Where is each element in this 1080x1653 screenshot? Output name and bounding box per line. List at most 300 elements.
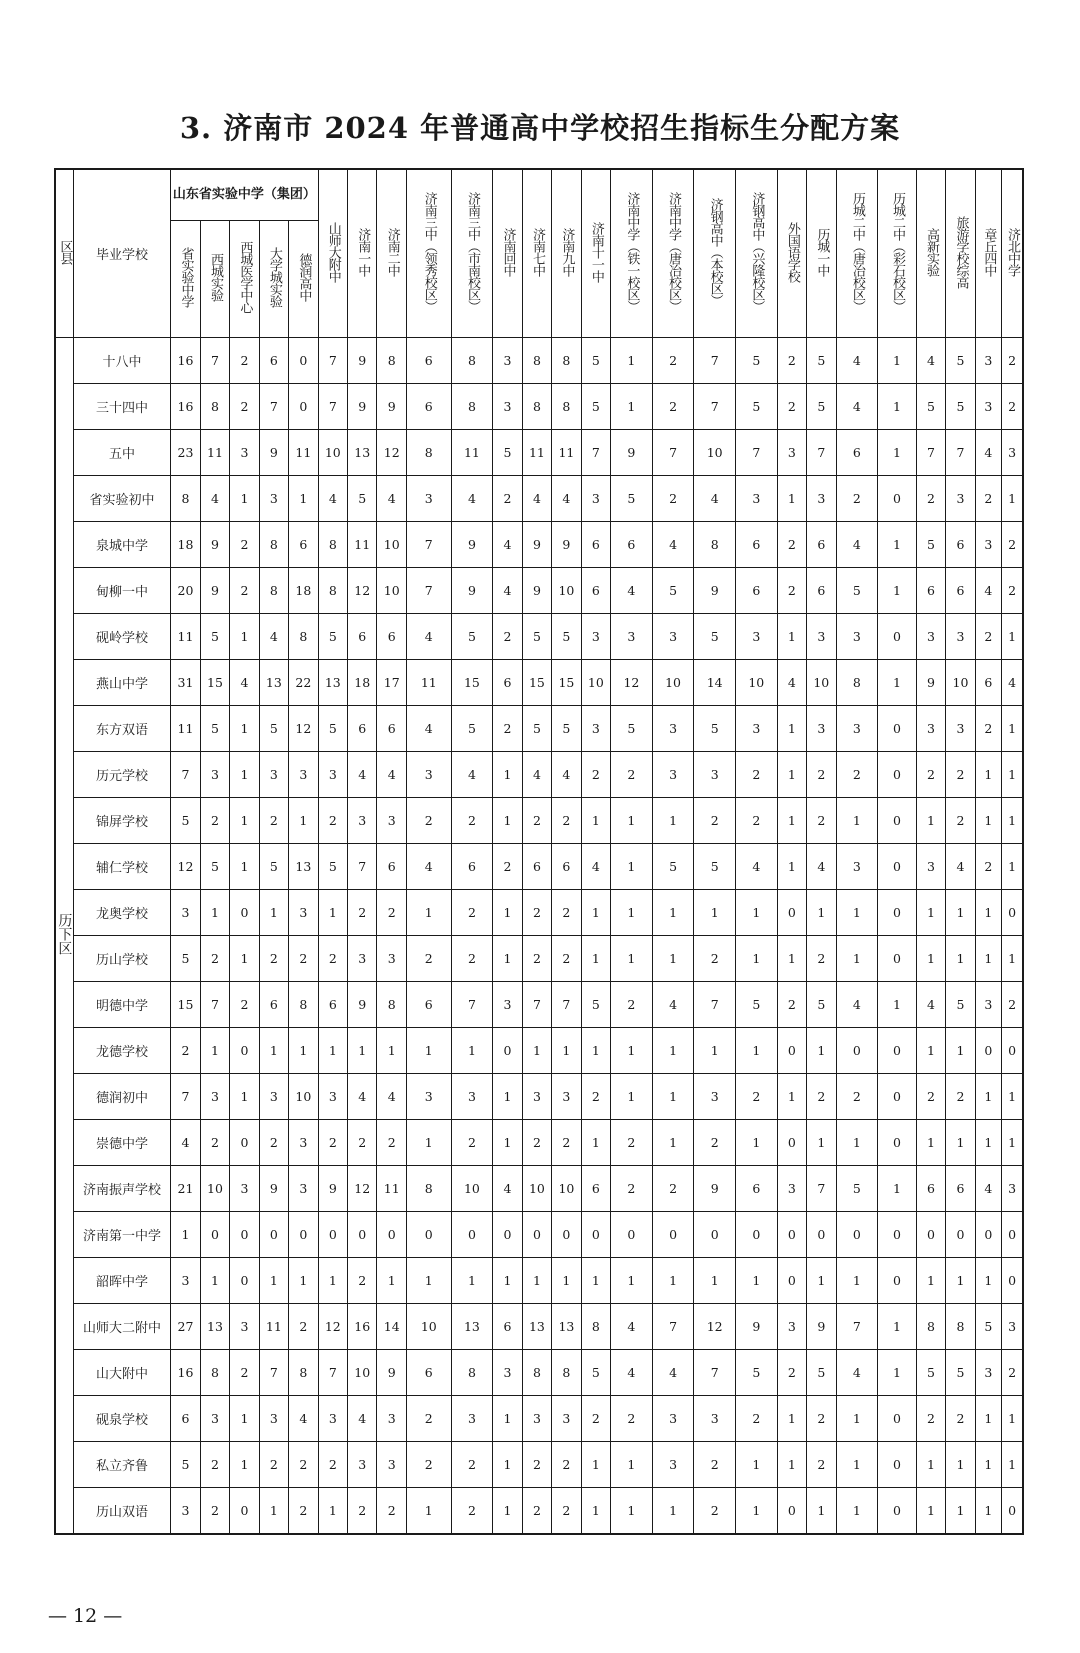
quota-cell: 0 (552, 1212, 581, 1258)
quota-cell: 1 (318, 1488, 347, 1535)
quota-cell: 3 (694, 1396, 736, 1442)
quota-cell: 4 (451, 752, 493, 798)
quota-cell: 3 (259, 1396, 288, 1442)
quota-cell: 1 (611, 384, 653, 430)
quota-cell: 14 (694, 660, 736, 706)
quota-cell: 2 (259, 1442, 288, 1488)
quota-cell: 9 (736, 1304, 778, 1350)
quota-cell: 12 (377, 430, 406, 476)
quota-cell: 1 (451, 1258, 493, 1304)
quota-cell: 4 (836, 1350, 878, 1396)
quota-cell: 2 (581, 752, 610, 798)
quota-cell: 22 (289, 660, 318, 706)
quota-cell: 0 (975, 1212, 1001, 1258)
quota-cell: 8 (836, 660, 878, 706)
quota-cell: 10 (552, 568, 581, 614)
quota-cell: 10 (406, 1304, 451, 1350)
quota-cell: 3 (493, 384, 522, 430)
quota-cell: 2 (522, 1120, 551, 1166)
quota-cell: 3 (200, 1396, 229, 1442)
quota-cell: 3 (946, 706, 975, 752)
quota-cell: 1 (1002, 1120, 1023, 1166)
quota-cell: 5 (200, 706, 229, 752)
col-header: 济南回中 (493, 169, 522, 338)
quota-cell: 2 (318, 798, 347, 844)
quota-cell: 4 (451, 476, 493, 522)
quota-cell: 4 (377, 1074, 406, 1120)
quota-cell: 1 (694, 1258, 736, 1304)
quota-cell: 5 (736, 384, 778, 430)
col-header: 济南二中 (377, 169, 406, 338)
quota-cell: 10 (451, 1166, 493, 1212)
quota-cell: 8 (946, 1304, 975, 1350)
quota-cell: 1 (736, 1120, 778, 1166)
quota-cell: 4 (916, 982, 945, 1028)
quota-cell: 2 (611, 982, 653, 1028)
quota-cell: 8 (289, 614, 318, 660)
quota-cell: 1 (652, 1488, 694, 1535)
quota-cell: 0 (777, 890, 806, 936)
quota-cell: 4 (377, 476, 406, 522)
quota-cell: 4 (611, 568, 653, 614)
quota-cell: 7 (652, 430, 694, 476)
quota-cell: 2 (652, 1166, 694, 1212)
quota-cell: 4 (406, 614, 451, 660)
quota-cell: 4 (975, 568, 1001, 614)
quota-cell: 4 (611, 1350, 653, 1396)
quota-cell: 3 (652, 614, 694, 660)
quota-cell: 7 (200, 982, 229, 1028)
quota-cell: 2 (318, 936, 347, 982)
quota-cell: 7 (581, 430, 610, 476)
quota-cell: 8 (451, 384, 493, 430)
quota-cell: 7 (318, 384, 347, 430)
quota-cell: 5 (581, 982, 610, 1028)
table-row (55, 1396, 1023, 1442)
quota-cell: 5 (552, 706, 581, 752)
quota-cell: 2 (230, 338, 259, 384)
quota-cell: 18 (289, 568, 318, 614)
quota-cell: 4 (1002, 660, 1023, 706)
quota-cell: 10 (522, 1166, 551, 1212)
quota-cell: 5 (259, 706, 288, 752)
quota-cell: 3 (946, 614, 975, 660)
quota-cell: 3 (836, 706, 878, 752)
quota-cell: 1 (581, 936, 610, 982)
quota-cell: 3 (171, 1258, 200, 1304)
quota-cell: 6 (946, 1166, 975, 1212)
school-name-cell: 十八中 (73, 338, 171, 384)
quota-cell: 8 (552, 338, 581, 384)
quota-cell: 1 (916, 890, 945, 936)
quota-cell: 1 (777, 752, 806, 798)
quota-cell: 2 (694, 1488, 736, 1535)
quota-cell: 2 (171, 1028, 200, 1074)
school-name-cell: 龙奥学校 (73, 890, 171, 936)
col-header: 济南三中（市南校区） (451, 169, 493, 338)
quota-cell: 5 (975, 1304, 1001, 1350)
school-name-cell: 辅仁学校 (73, 844, 171, 890)
quota-cell: 10 (807, 660, 836, 706)
quota-cell: 11 (377, 1166, 406, 1212)
quota-cell: 3 (975, 1350, 1001, 1396)
quota-cell: 4 (493, 568, 522, 614)
quota-cell: 0 (289, 384, 318, 430)
quota-cell: 5 (522, 706, 551, 752)
quota-cell: 13 (451, 1304, 493, 1350)
quota-cell: 7 (916, 430, 945, 476)
quota-cell: 1 (1002, 1396, 1023, 1442)
quota-cell: 1 (522, 1028, 551, 1074)
quota-cell: 3 (807, 614, 836, 660)
quota-cell: 1 (493, 1488, 522, 1535)
school-name-cell: 历山学校 (73, 936, 171, 982)
quota-cell: 1 (975, 1442, 1001, 1488)
quota-cell: 15 (522, 660, 551, 706)
quota-cell: 3 (652, 1396, 694, 1442)
quota-cell: 2 (946, 798, 975, 844)
quota-cell: 1 (777, 936, 806, 982)
quota-cell: 6 (259, 982, 288, 1028)
quota-cell: 1 (652, 1028, 694, 1074)
quota-cell: 3 (318, 1074, 347, 1120)
quota-cell: 1 (289, 798, 318, 844)
quota-cell: 3 (289, 752, 318, 798)
quota-cell: 2 (289, 1488, 318, 1535)
quota-cell: 6 (736, 522, 778, 568)
quota-cell: 6 (377, 844, 406, 890)
quota-cell: 0 (259, 1212, 288, 1258)
quota-cell: 0 (878, 1488, 917, 1535)
quota-cell: 13 (259, 660, 288, 706)
quota-cell: 8 (200, 1350, 229, 1396)
quota-cell: 3 (807, 476, 836, 522)
quota-cell: 5 (736, 1350, 778, 1396)
table-row (55, 1258, 1023, 1304)
quota-cell: 1 (493, 890, 522, 936)
quota-cell: 2 (777, 384, 806, 430)
quota-cell: 7 (200, 338, 229, 384)
table-row (55, 844, 1023, 890)
quota-cell: 1 (581, 798, 610, 844)
quota-cell: 9 (451, 522, 493, 568)
quota-cell: 7 (652, 1304, 694, 1350)
quota-cell: 2 (652, 476, 694, 522)
quota-cell: 2 (377, 890, 406, 936)
quota-cell: 3 (230, 1304, 259, 1350)
quota-cell: 1 (581, 1120, 610, 1166)
quota-cell: 2 (451, 1488, 493, 1535)
quota-cell: 10 (200, 1166, 229, 1212)
quota-cell: 4 (522, 752, 551, 798)
quota-cell: 1 (493, 798, 522, 844)
quota-cell: 3 (552, 1396, 581, 1442)
quota-cell: 2 (451, 1442, 493, 1488)
quota-cell: 21 (171, 1166, 200, 1212)
quota-cell: 1 (878, 1350, 917, 1396)
quota-cell: 9 (259, 430, 288, 476)
quota-cell: 0 (451, 1212, 493, 1258)
quota-cell: 7 (807, 430, 836, 476)
school-name-cell: 砚泉学校 (73, 1396, 171, 1442)
quota-cell: 2 (230, 522, 259, 568)
quota-cell: 5 (652, 568, 694, 614)
quota-cell: 4 (348, 752, 377, 798)
quota-cell: 0 (493, 1212, 522, 1258)
quota-cell: 8 (406, 430, 451, 476)
quota-cell: 2 (200, 1120, 229, 1166)
quota-cell: 3 (581, 706, 610, 752)
quota-cell: 6 (493, 660, 522, 706)
quota-cell: 5 (916, 384, 945, 430)
quota-cell: 10 (946, 660, 975, 706)
quota-cell: 1 (493, 1396, 522, 1442)
quota-cell: 1 (611, 936, 653, 982)
quota-cell: 7 (552, 982, 581, 1028)
quota-cell: 2 (916, 476, 945, 522)
quota-cell: 6 (289, 522, 318, 568)
quota-cell: 3 (318, 1396, 347, 1442)
quota-cell: 7 (259, 384, 288, 430)
quota-cell: 0 (807, 1212, 836, 1258)
quota-cell: 2 (493, 476, 522, 522)
quota-cell: 1 (807, 1258, 836, 1304)
col-header: 山师大附中 (318, 169, 347, 338)
quota-cell: 3 (259, 1074, 288, 1120)
quota-cell: 0 (200, 1212, 229, 1258)
quota-cell: 2 (230, 1350, 259, 1396)
quota-cell: 1 (777, 614, 806, 660)
quota-cell: 1 (377, 1258, 406, 1304)
quota-cell: 3 (611, 614, 653, 660)
quota-cell: 3 (289, 890, 318, 936)
quota-cell: 10 (736, 660, 778, 706)
quota-cell: 9 (807, 1304, 836, 1350)
school-name-cell: 砚岭学校 (73, 614, 171, 660)
quota-cell: 0 (581, 1212, 610, 1258)
quota-cell: 4 (406, 706, 451, 752)
quota-cell: 3 (736, 614, 778, 660)
quota-cell: 1 (451, 1028, 493, 1074)
page-title: 3. 济南市 2024 年普通高中学校招生指标生分配方案 (179, 111, 901, 145)
quota-cell: 1 (581, 1028, 610, 1074)
quota-cell: 1 (836, 1258, 878, 1304)
quota-cell: 16 (171, 1350, 200, 1396)
quota-table (54, 168, 1024, 1535)
quota-cell: 3 (916, 706, 945, 752)
quota-cell: 2 (406, 1396, 451, 1442)
school-name-cell: 明德中学 (73, 982, 171, 1028)
quota-cell: 5 (552, 614, 581, 660)
quota-cell: 7 (694, 384, 736, 430)
quota-cell: 7 (318, 1350, 347, 1396)
quota-cell: 3 (1002, 1166, 1023, 1212)
quota-cell: 11 (289, 430, 318, 476)
school-name-cell: 崇德中学 (73, 1120, 171, 1166)
quota-cell: 6 (377, 706, 406, 752)
quota-cell: 6 (736, 1166, 778, 1212)
quota-cell: 11 (171, 614, 200, 660)
quota-cell: 8 (694, 522, 736, 568)
quota-cell: 2 (916, 1396, 945, 1442)
quota-cell: 2 (259, 936, 288, 982)
quota-cell: 1 (230, 752, 259, 798)
quota-cell: 3 (975, 384, 1001, 430)
quota-cell: 0 (694, 1212, 736, 1258)
col-header: 旅游学校综高 (946, 169, 975, 338)
quota-cell: 2 (807, 798, 836, 844)
quota-cell: 1 (878, 430, 917, 476)
quota-cell: 3 (493, 338, 522, 384)
col-header: 济南十一中 (581, 169, 610, 338)
quota-cell: 20 (171, 568, 200, 614)
quota-cell: 4 (836, 338, 878, 384)
quota-cell: 1 (878, 982, 917, 1028)
quota-cell: 2 (777, 522, 806, 568)
quota-cell: 2 (230, 982, 259, 1028)
quota-cell: 9 (522, 568, 551, 614)
quota-cell: 1 (777, 476, 806, 522)
quota-cell: 3 (171, 1488, 200, 1535)
quota-cell: 3 (652, 752, 694, 798)
quota-cell: 4 (522, 476, 551, 522)
quota-cell: 11 (522, 430, 551, 476)
quota-cell: 10 (694, 430, 736, 476)
quota-cell: 7 (348, 844, 377, 890)
quota-cell: 4 (652, 1350, 694, 1396)
table-row (55, 1350, 1023, 1396)
quota-cell: 2 (694, 1120, 736, 1166)
table-row (55, 1442, 1023, 1488)
quota-cell: 0 (289, 1212, 318, 1258)
quota-cell: 1 (230, 844, 259, 890)
quota-cell: 0 (878, 1396, 917, 1442)
quota-cell: 11 (259, 1304, 288, 1350)
quota-cell: 6 (946, 522, 975, 568)
quota-cell: 2 (946, 1396, 975, 1442)
quota-cell: 6 (493, 1304, 522, 1350)
quota-cell: 2 (289, 1442, 318, 1488)
quota-cell: 11 (171, 706, 200, 752)
quota-cell: 1 (975, 936, 1001, 982)
quota-cell: 1 (230, 1442, 259, 1488)
col-header: 济北中学 (1002, 169, 1023, 338)
quota-cell: 8 (552, 384, 581, 430)
quota-cell: 4 (836, 522, 878, 568)
quota-cell: 5 (836, 1166, 878, 1212)
col-header: 济南中学（铁一校区） (611, 169, 653, 338)
quota-cell: 15 (171, 982, 200, 1028)
quota-cell: 1 (611, 1258, 653, 1304)
school-name-cell: 韶晖中学 (73, 1258, 171, 1304)
quota-cell: 1 (1002, 844, 1023, 890)
quota-cell: 13 (522, 1304, 551, 1350)
quota-cell: 1 (611, 1442, 653, 1488)
quota-cell: 1 (230, 1074, 259, 1120)
quota-cell: 6 (406, 1350, 451, 1396)
col-header: 大学城实验 (259, 221, 288, 338)
quota-cell: 1 (652, 1074, 694, 1120)
quota-cell: 2 (259, 798, 288, 844)
col-header: 高新实验 (916, 169, 945, 338)
quota-cell: 3 (406, 476, 451, 522)
quota-cell: 0 (611, 1212, 653, 1258)
quota-cell: 2 (259, 1120, 288, 1166)
quota-cell: 12 (289, 706, 318, 752)
quota-cell: 1 (611, 1028, 653, 1074)
col-header: 济钢高中（本校区） (694, 169, 736, 338)
quota-cell: 1 (736, 1442, 778, 1488)
quota-cell: 1 (581, 1258, 610, 1304)
quota-cell: 1 (946, 890, 975, 936)
quota-cell: 4 (916, 338, 945, 384)
quota-cell: 8 (581, 1304, 610, 1350)
quota-cell: 1 (946, 1028, 975, 1074)
quota-cell: 0 (230, 890, 259, 936)
school-header: 毕业学校 (73, 169, 171, 338)
quota-cell: 0 (878, 1212, 917, 1258)
quota-cell: 2 (975, 614, 1001, 660)
col-header: 济钢高中（兴隆校区） (736, 169, 778, 338)
quota-cell: 9 (916, 660, 945, 706)
quota-cell: 1 (916, 1258, 945, 1304)
quota-cell: 1 (1002, 1074, 1023, 1120)
quota-cell: 0 (736, 1212, 778, 1258)
quota-cell: 3 (377, 1442, 406, 1488)
quota-cell: 0 (652, 1212, 694, 1258)
quota-cell: 8 (171, 476, 200, 522)
quota-cell: 2 (807, 1442, 836, 1488)
quota-cell: 2 (230, 384, 259, 430)
quota-cell: 1 (777, 844, 806, 890)
quota-cell: 1 (171, 1212, 200, 1258)
col-header: 济南中学（唐冶校区） (652, 169, 694, 338)
table-row (55, 706, 1023, 752)
table-row (55, 982, 1023, 1028)
quota-cell: 0 (777, 1258, 806, 1304)
table-row (55, 890, 1023, 936)
quota-cell: 4 (807, 844, 836, 890)
quota-cell: 4 (406, 844, 451, 890)
quota-cell: 3 (736, 476, 778, 522)
quota-cell: 7 (171, 1074, 200, 1120)
quota-cell: 1 (493, 1120, 522, 1166)
quota-cell: 0 (878, 706, 917, 752)
col-header: 德润高中 (289, 221, 318, 338)
quota-cell: 9 (694, 1166, 736, 1212)
quota-cell: 2 (611, 752, 653, 798)
quota-cell: 9 (348, 982, 377, 1028)
quota-cell: 1 (694, 890, 736, 936)
quota-cell: 1 (652, 890, 694, 936)
quota-cell: 9 (200, 522, 229, 568)
quota-cell: 1 (1002, 614, 1023, 660)
table-row (55, 614, 1023, 660)
quota-cell: 9 (522, 522, 551, 568)
quota-cell: 7 (694, 1350, 736, 1396)
quota-cell: 6 (259, 338, 288, 384)
quota-cell: 11 (348, 522, 377, 568)
quota-cell: 8 (259, 568, 288, 614)
quota-cell: 2 (777, 338, 806, 384)
quota-cell: 1 (736, 1028, 778, 1074)
quota-cell: 0 (1002, 1488, 1023, 1535)
quota-cell: 1 (230, 798, 259, 844)
quota-cell: 1 (836, 1396, 878, 1442)
quota-cell: 5 (807, 982, 836, 1028)
col-header: 历城一中 (807, 169, 836, 338)
quota-cell: 5 (916, 522, 945, 568)
